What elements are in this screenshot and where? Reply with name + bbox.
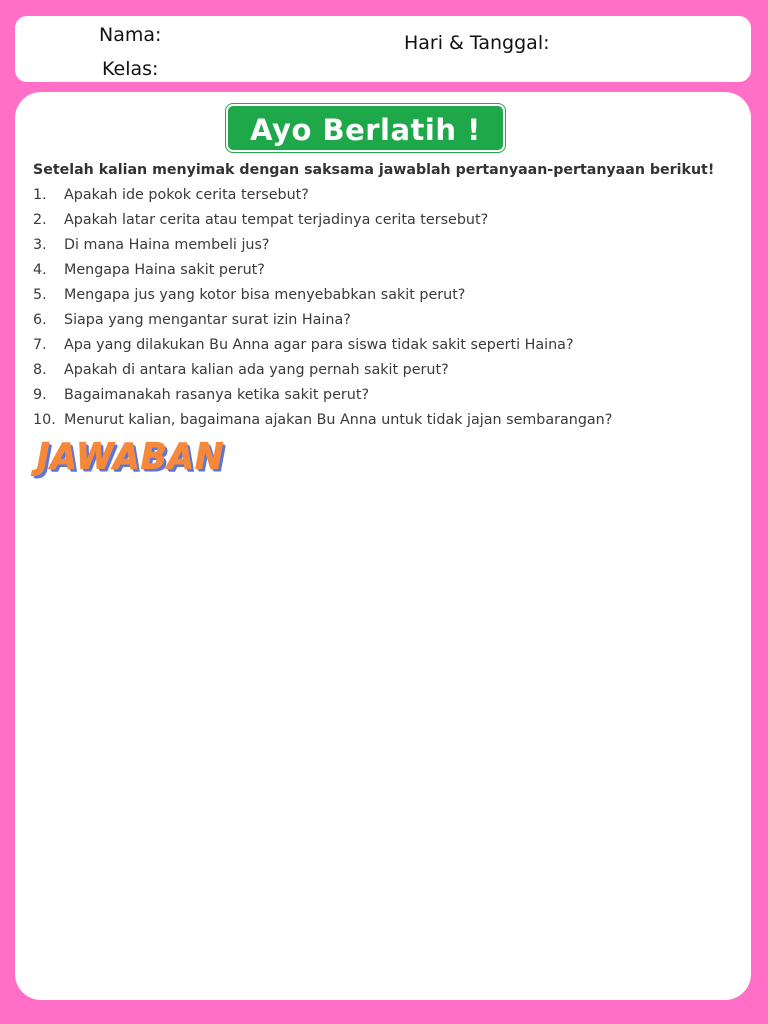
list-item [33,310,612,335]
hari-tanggal-label: Hari & Tanggal: [404,32,550,54]
list-item [33,210,612,235]
question-number: 7. [33,337,47,353]
list-item [33,410,612,435]
list-item [33,185,612,210]
question-text: Apakah latar cerita atau tempat terjadinya cerita tersebut? [64,212,489,228]
page-title: Ayo Berlatih ! [226,104,505,152]
list-item [33,385,612,410]
question-number: 5. [33,287,47,303]
list-item [33,260,612,285]
question-text: Bagaimanakah rasanya ketika sakit perut? [64,387,370,403]
question-text: Apakah ide pokok cerita tersebut? [64,187,309,203]
question-text: Di mana Haina membeli jus? [64,237,270,253]
question-text: Menurut kalian, bagaimana ajakan Bu Anna untuk tidak jajan sembarangan? [64,412,613,428]
question-text: Apakah di antara kalian ada yang pernah sakit perut? [64,362,449,378]
question-number: 6. [33,312,47,328]
list-item [33,235,612,260]
question-number: 1. [33,187,47,203]
list-item [33,335,612,360]
list-item [33,360,612,385]
instruction-text: Setelah kalian menyimak dengan saksama jawablah pertanyaan-pertanyaan berikut! [33,162,715,178]
question-list [33,185,612,435]
question-number: 2. [33,212,47,228]
question-text: Mengapa Haina sakit perut? [64,262,265,278]
student-info-card [15,16,751,82]
answer-heading: JAWABAN [37,436,225,478]
list-item [33,285,612,310]
question-text: Siapa yang mengantar surat izin Haina? [64,312,351,328]
nama-label: Nama: [99,24,162,46]
worksheet-card [15,92,751,1000]
question-number: 9. [33,387,47,403]
question-number: 10. [33,412,56,428]
question-text: Apa yang dilakukan Bu Anna agar para siswa tidak sakit seperti Haina? [64,337,574,353]
kelas-label: Kelas: [102,58,159,80]
question-number: 8. [33,362,47,378]
question-number: 3. [33,237,47,253]
question-text: Mengapa jus yang kotor bisa menyebabkan sakit perut? [64,287,466,303]
question-number: 4. [33,262,47,278]
